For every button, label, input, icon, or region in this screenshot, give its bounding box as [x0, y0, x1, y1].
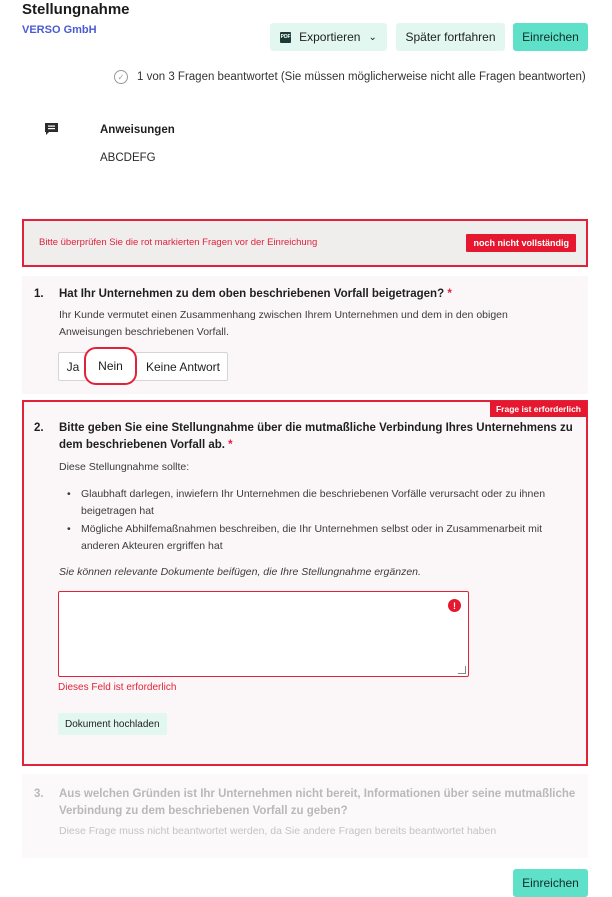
- bullet-line: • Glaubhaft darlegen, inwiefern Ihr Unternehmen die beschriebenen Vorfälle verursacht oder zu ihnen: [81, 488, 546, 500]
- required-mark: *: [447, 288, 452, 300]
- question-intro: Diese Stellungnahme sollte:: [59, 461, 190, 473]
- description-line: Ihr Kunde vermutet einen Zusammenhang zwischen Ihrem Unternehmen und dem in den obigen: [59, 309, 508, 321]
- attachment-hint: Sie können relevante Dokumente beifügen, die Ihre Stellungnahme ergänzen.: [59, 566, 421, 578]
- resize-handle[interactable]: [458, 666, 466, 674]
- question-title-line: Aus welchen Gründen ist Ihr Unternehmen nicht bereit, Informationen über seine mutmaßliche: [59, 788, 576, 800]
- bullet-line: beigetragen hat: [81, 505, 154, 517]
- bullet-list: [59, 486, 569, 556]
- bullet-line: • Mögliche Abhilfemaßnahmen beschreiben, die Ihr Unternehmen selbst oder in Zusammenarbeit mit: [81, 523, 543, 535]
- export-button[interactable]: [270, 23, 387, 51]
- chevron-down-icon: ⌄: [368, 31, 377, 43]
- question-title-line: Verbindung zu dem beschriebenen Vorfall zu geben?: [59, 805, 348, 817]
- statement-textarea[interactable]: [58, 591, 469, 677]
- message-icon: [44, 122, 59, 136]
- page-title: Stellungnahme: [22, 1, 130, 18]
- progress-status: [114, 70, 586, 84]
- check-circle-icon: ✓: [114, 70, 128, 84]
- company-name: VERSO GmbH: [22, 24, 97, 36]
- question-card-2: [22, 400, 588, 766]
- question-number: 2.: [34, 422, 44, 434]
- question-title-line-2: [59, 437, 573, 454]
- required-mark: *: [228, 439, 233, 451]
- question-title: [59, 420, 573, 454]
- question-title-text: Hat Ihr Unternehmen zu dem oben beschriebenen Vorfall beigetragen?: [59, 288, 445, 300]
- required-badge: Frage ist erforderlich: [490, 401, 587, 417]
- submit-button-bottom[interactable]: Einreichen: [513, 869, 588, 897]
- progress-text: 1 von 3 Fragen beantwortet (Sie müssen möglicherweise nicht alle Fragen beantworten): [137, 71, 586, 83]
- question-note: Diese Frage muss nicht beantwortet werden, da Sie andere Fragen bereits beantwortet haben: [59, 825, 497, 837]
- alert-message: Bitte überprüfen Sie die rot markierten Fragen vor der Einreichung: [39, 237, 318, 248]
- option-keine-antwort[interactable]: Keine Antwort: [145, 359, 221, 374]
- field-error-message: Dieses Feld ist erforderlich: [58, 682, 177, 693]
- instructions-body: ABCDEFG: [100, 152, 156, 164]
- option-ja[interactable]: Ja: [66, 359, 80, 374]
- pdf-icon: PDF: [280, 32, 291, 43]
- description-line: Anweisungen beschriebenen Vorfall.: [59, 326, 229, 338]
- submit-button-top[interactable]: Einreichen: [513, 23, 588, 51]
- bullet-line: anderen Akteuren ergriffen hat: [81, 540, 223, 552]
- incomplete-badge: noch nicht vollständig: [466, 234, 576, 252]
- question-title: [59, 286, 452, 303]
- question-title: [59, 786, 575, 820]
- validation-alert: [22, 219, 588, 267]
- question-description: [59, 307, 508, 341]
- error-icon: !: [448, 599, 461, 612]
- bullet-item: [59, 486, 569, 520]
- question-number: 3.: [34, 788, 44, 800]
- question-number: 1.: [34, 288, 44, 300]
- bullet-item: [59, 521, 569, 555]
- option-nein[interactable]: Nein: [84, 347, 137, 385]
- export-label: Exportieren: [299, 30, 361, 44]
- instructions-title: Anweisungen: [100, 124, 175, 136]
- continue-later-button[interactable]: Später fortfahren: [396, 23, 505, 51]
- question-title-text: dem beschriebenen Vorfall ab.: [59, 439, 225, 451]
- question-title-line: Bitte geben Sie eine Stellungnahme über die mutmaßliche Verbindung Ihres Unternehmens zu: [59, 422, 573, 434]
- upload-document-button[interactable]: Dokument hochladen: [58, 713, 167, 735]
